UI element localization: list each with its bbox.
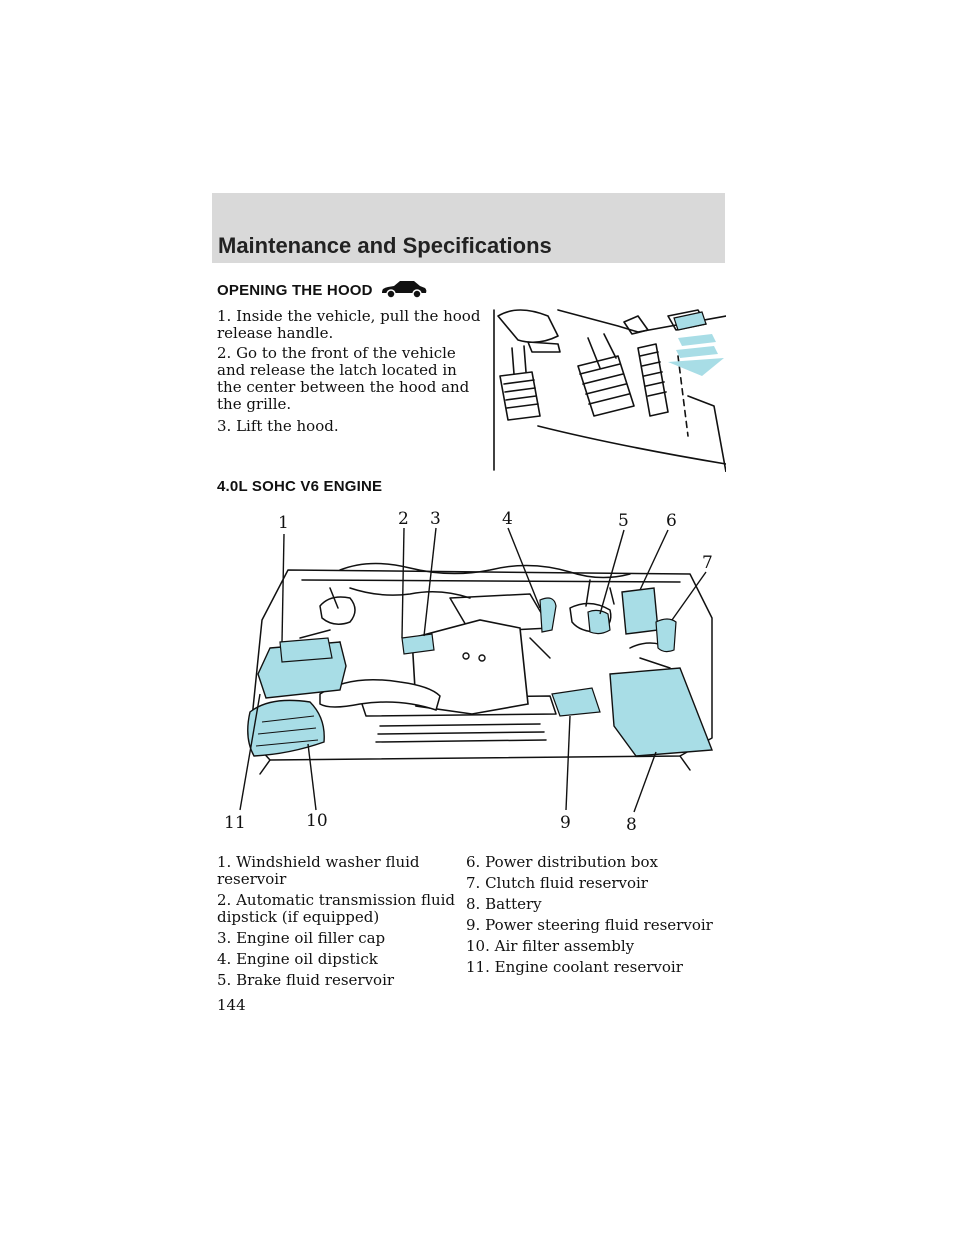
callout-1: 1: [278, 513, 289, 533]
callout-11: 11: [224, 813, 246, 833]
callout-9: 9: [560, 813, 571, 833]
legend-item: 2. Automatic transmission fluid dipstick (if equipped): [217, 891, 456, 926]
page-title: Maintenance and Specifications: [218, 233, 552, 258]
engine-compartment-illustration: [210, 498, 730, 843]
hood-section-title: OPENING THE HOOD: [217, 282, 373, 299]
page-number: 144: [217, 996, 246, 1014]
hood-step-3: 3. Lift the hood.: [217, 417, 339, 435]
legend-right: [466, 854, 726, 980]
car-icon: [380, 278, 428, 300]
legend-item: 6. Power distribution box: [466, 853, 658, 871]
legend-item: 4. Engine oil dipstick: [217, 950, 378, 968]
callout-6: 6: [666, 511, 677, 531]
callout-10: 10: [306, 811, 328, 831]
legend-left: [217, 854, 467, 993]
legend-item: 9. Power steering fluid reservoir: [466, 916, 713, 934]
legend-item: 1. Windshield washer fluid reservoir: [217, 853, 420, 888]
legend-item: 11. Engine coolant reservoir: [466, 958, 683, 976]
hood-step-1: 1. Inside the vehicle, pull the hood release handle.: [217, 307, 481, 342]
callout-5: 5: [618, 511, 629, 531]
engine-section-title: 4.0L SOHC V6 ENGINE: [217, 478, 383, 495]
legend-item: 10. Air filter assembly: [466, 937, 635, 955]
legend-item: 3. Engine oil filler cap: [217, 929, 386, 947]
hood-step-2: 2. Go to the front of the vehicle and release the latch located in the center between the hood and the grille.: [217, 344, 470, 413]
callout-7: 7: [702, 553, 713, 573]
hood-release-illustration: [488, 296, 726, 472]
callout-8: 8: [626, 815, 637, 835]
legend-item: 8. Battery: [466, 895, 542, 913]
legend-item: 5. Brake fluid reservoir: [217, 971, 395, 989]
legend-item: 7. Clutch fluid reservoir: [466, 874, 648, 892]
callout-2: 2: [398, 509, 409, 529]
callout-4: 4: [502, 509, 513, 529]
callout-3: 3: [430, 509, 441, 529]
